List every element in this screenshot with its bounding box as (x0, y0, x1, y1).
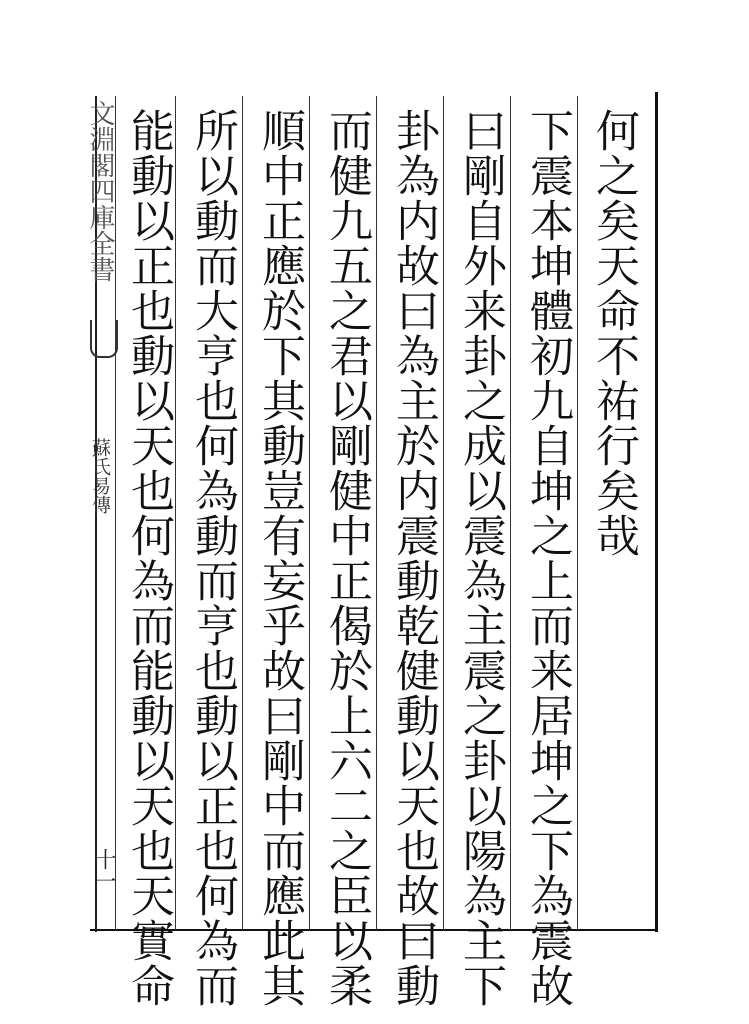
text-column: 曰剛自外来卦之成以震為主震之卦以陽為主下 (455, 108, 506, 1008)
book-title: 蘇氏易傳 (89, 438, 111, 514)
column-rule (242, 96, 243, 930)
text-column: 而健九五之君以剛健中正偈於上六二之臣以柔 (321, 108, 372, 1008)
page-number: 十一 (91, 848, 116, 892)
column-rule (577, 96, 578, 930)
column-rule (376, 96, 377, 930)
text-column: 順中正應於下其動豈有妄乎故曰剛中而應此其 (254, 108, 305, 1008)
text-column: 所以動而大亨也何為動而亨也動以正也何為而 (187, 108, 238, 1008)
block-margin (84, 100, 118, 920)
text-column: 能動以正也動以天也何為而能動以天也天實命 (123, 108, 174, 1008)
text-column: 何之矣天命不祐行矣哉 (588, 108, 639, 558)
page-frame-right (655, 92, 658, 932)
fish-tail-mark-icon (90, 320, 118, 358)
column-rule (443, 96, 444, 930)
collection-title: 文淵閣四庫全書 (85, 100, 115, 282)
text-column: 下震本坤體初九自坤之上而来居坤之下為震故 (522, 108, 573, 1008)
text-column: 卦為内故曰為主於内震動乾健動以天也故曰動 (388, 108, 439, 1008)
column-rule (510, 96, 511, 930)
column-rule (309, 96, 310, 930)
column-rule (175, 96, 176, 930)
